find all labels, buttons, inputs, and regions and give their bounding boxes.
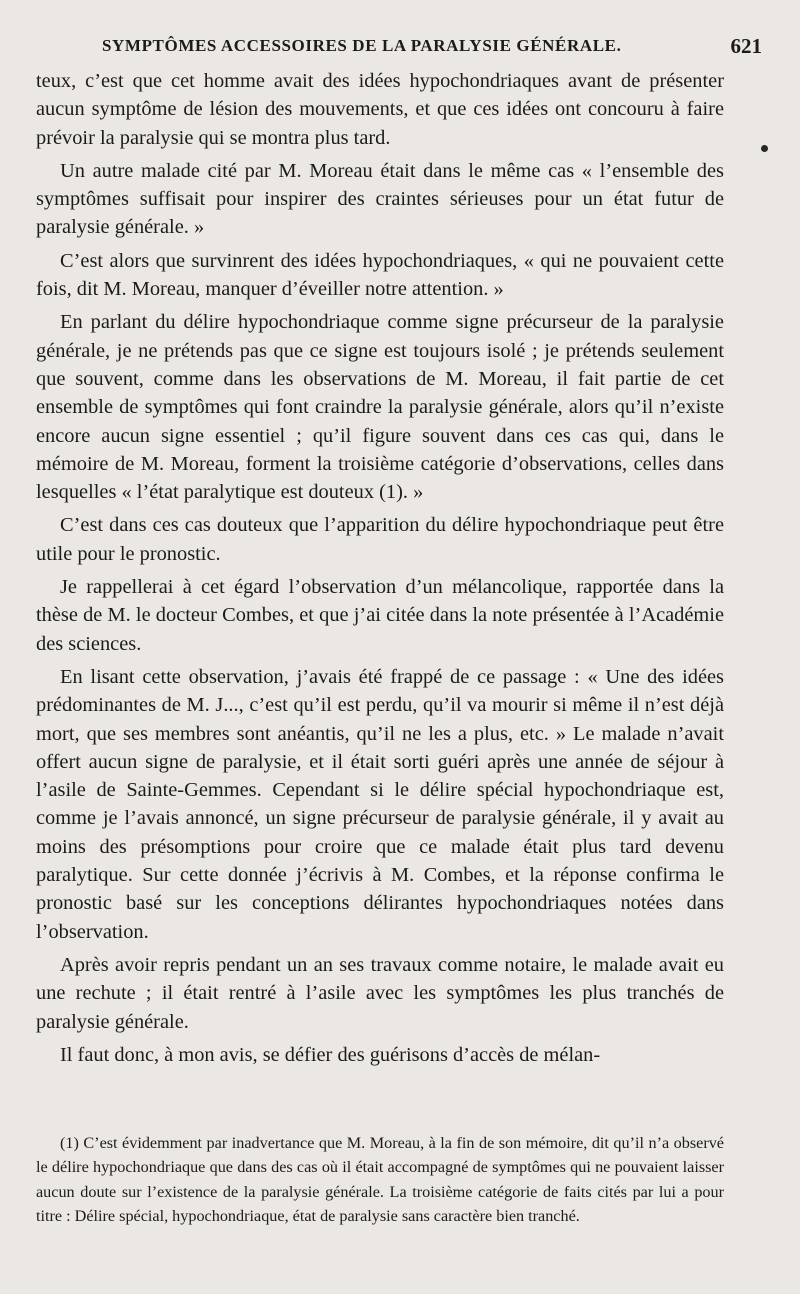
- paragraph: En lisant cette observation, j’avais été frappé de ce passage : « Une des idées prédominantes de M. J..., c’est qu’il est perdu, qu’il va mourir si même il n’est déjà mort, que ses membres sont anéantis, qu’il ne les a plus, etc. » Le malade n’avait offert aucun signe de paralysie, et il était sorti guéri après une année de séjour à l’asile de Sainte-Gemmes. Cependant si le délire spécial hypochondriaque est, comme je l’avais annoncé, un signe précurseur de paralysie générale, il y avait au moins des présomptions pour croire que ce malade était plus tard devenu paralytique. Sur cette donnée j’écrivis à M. Combes, et la réponse confirma le pronostic basé sur les conceptions délirantes hypochondriaques notées dans l’observation.: [36, 665, 724, 943]
- paragraph: Après avoir repris pendant un an ses travaux comme notaire, le malade avait eu une rechute ; il était rentré à l’asile avec les symptômes les plus tranchés de paralysie générale.: [36, 953, 724, 1033]
- body-text: [36, 67, 724, 1074]
- paragraph: Un autre malade cité par M. Moreau était dans le même cas « l’ensemble des symptômes suffisait pour inspirer des craintes sérieuses pour un état futur de paralysie générale. »: [36, 159, 724, 239]
- page-header: [36, 34, 776, 62]
- footnote: (1) C’est évidemment par inadvertance que M. Moreau, à la fin de son mémoire, dit qu’il n’a observé le délire hypochondriaque que dans des cas où il était accompagné de symptômes qui ne pouvaient laisser aucun doute sur l’existence de la paralysie générale. La troisième catégorie de faits cités par lui a pour titre : Délire spécial, hypochondriaque, état de paralysie sans caractère bien tranché.: [36, 1134, 724, 1225]
- paragraph: En parlant du délire hypochondriaque comme signe précurseur de la paralysie générale, je ne prétends pas que ce signe est toujours isolé ; je prétends seulement que souvent, comme dans les observations de M. Moreau, il fait partie de cet ensemble de symptômes qui font craindre la paralysie générale, alors qu’il n’existe encore aucun signe essentiel ; qu’il figure souvent dans ces cas qui, dans le mémoire de M. Moreau, forment la troisième catégorie d’observations, celles dans lesquelles « l’état paralytique est douteux (1). »: [36, 311, 724, 504]
- paragraph: C’est alors que survinrent des idées hypochondriaques, « qui ne pouvaient cette fois, dit M. Moreau, manquer d’éveiller notre attention. »: [36, 249, 724, 301]
- page-number: 621: [730, 34, 762, 58]
- ink-dot: [761, 145, 768, 152]
- paragraph: teux, c’est que cet homme avait des idées hypochondriaques avant de présenter aucun symptôme de lésion des mouvements, et que ces idées ont concouru à faire prévoir la paralysie qui se montra plus tard.: [36, 70, 724, 149]
- footnote-area: [36, 1131, 724, 1228]
- paragraph: C’est dans ces cas douteux que l’apparition du délire hypochondriaque peut être utile pour le pronostic.: [36, 514, 724, 565]
- paragraph: Je rappellerai à cet égard l’observation d’un mélancolique, rapportée dans la thèse de M. le docteur Combes, et que j’ai citée dans la note présentée à l’Académie des sciences.: [36, 576, 724, 655]
- running-title: SYMPTÔMES ACCESSOIRES DE LA PARALYSIE GÉNÉRALE.: [102, 36, 622, 55]
- paragraph: Il faut donc, à mon avis, se défier des guérisons d’accès de mélan-: [60, 1043, 601, 1066]
